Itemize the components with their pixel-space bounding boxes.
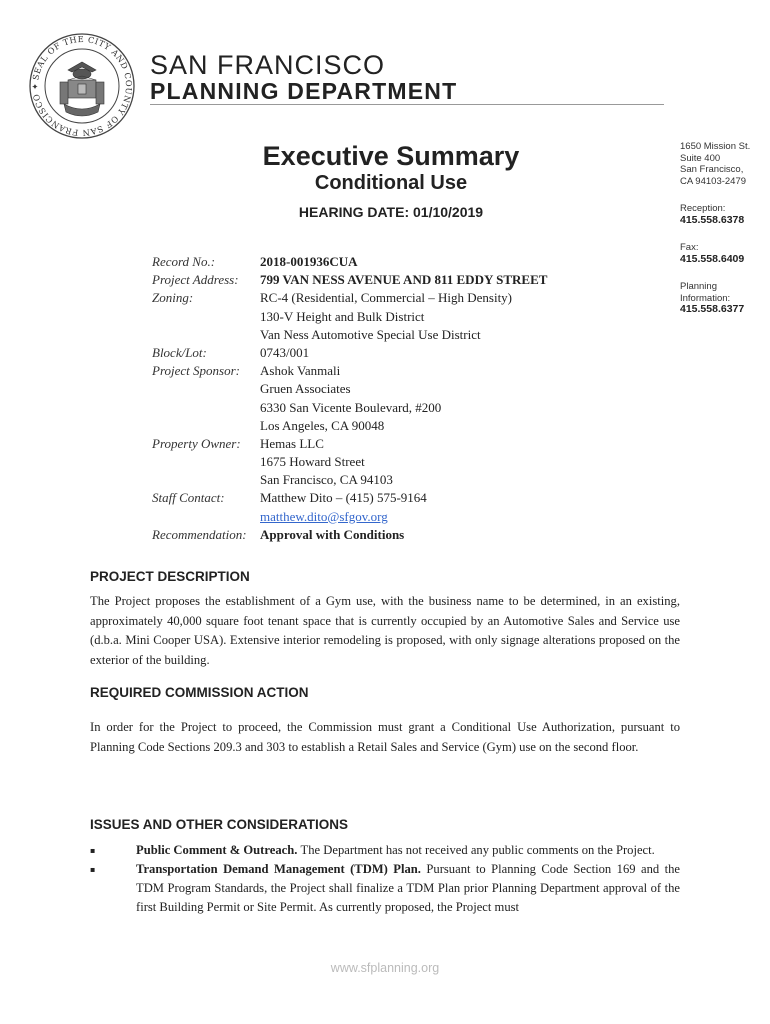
sidebar-address [680,141,750,187]
block-lot-value: 0743/001 [260,344,310,360]
address-line: CA 94103-2479 [680,175,747,187]
planning-label: Planning [680,281,717,292]
sponsor-label: Project Sponsor: [152,363,240,379]
document-title: Executive Summary [262,141,520,171]
org-name-line2: PLANNING DEPARTMENT [150,78,458,104]
commission-action-heading: REQUIRED COMMISSION ACTION [90,685,309,700]
sidebar-reception [680,203,744,226]
record-number: 2018-001936CUA [260,254,358,269]
hearing-date: HEARING DATE: 01/10/2019 [298,204,484,220]
recommendation-label: Recommendation: [152,526,247,542]
zoning-value: Van Ness Automotive Special Use District [260,326,481,342]
list-item [90,860,680,917]
staff-contact: Matthew Dito – (415) 575-9164 [260,490,427,506]
reception-number: 415.558.6378 [680,213,745,226]
bullet-text: The Department has not received any public comments on the Project. [300,843,655,857]
block-label: Block/Lot: [152,344,207,360]
record-label: Record No.: [152,254,216,269]
zoning-value: RC-4 (Residential, Commercial – High Density) [260,290,513,306]
zoning-label: Zoning: [152,290,194,306]
project-description-heading: PROJECT DESCRIPTION [90,569,250,584]
fax-label: Fax: [680,242,699,253]
bullet-text: Pursuant to Planning Code Section 169 and the TDM Program Standards, the Project shall finalize a TDM Plan prior Planning Department approval of the first Building Permit or Site Permit. As currently proposed, the Project must [136,862,680,914]
address-line: Suite 400 [680,152,721,164]
org-name-line1: SAN FRANCISCO [150,50,386,80]
owner-value: 1675 Howard Street [260,454,365,470]
city-seal-logo [28,32,136,140]
staff-email-link[interactable]: matthew.dito@sfgov.org [260,508,388,524]
sidebar-planning-info [680,281,744,316]
svg-text:SEAL OF THE CITY AND COUNTY OF: SEAL OF THE CITY AND COUNTY OF SAN FRANCISCO ✦ [29,33,135,139]
owner-label: Property Owner: [152,435,241,451]
owner-value: San Francisco, CA 94103 [260,472,393,488]
address-line: San Francisco, [680,164,744,175]
footer-url: www.sfplanning.org [330,961,440,975]
sponsor-value: Gruen Associates [260,381,351,397]
planning-number: 415.558.6377 [680,303,745,315]
document-subtitle: Conditional Use [314,172,468,194]
bullet-title: Transportation Demand Management (TDM) Plan. [136,862,427,876]
list-item [90,841,680,860]
owner-value: Hemas LLC [260,435,324,451]
issues-list [90,841,680,917]
bullet-icon: ▪ [90,846,96,855]
sponsor-value: Los Angeles, CA 90048 [260,417,385,433]
sidebar-fax [680,242,744,265]
bullet-icon: ▪ [90,865,96,874]
address-line: 1650 Mission St. [680,141,751,152]
recommendation-value: Approval with Conditions [260,526,405,542]
sponsor-value: Ashok Vanmali [260,363,341,379]
sponsor-value: 6330 San Vicente Boulevard, #200 [260,399,442,415]
planning-label: Information: [680,292,731,304]
header-divider [150,104,664,105]
project-address: 799 VAN NESS AVENUE AND 811 EDDY STREET [260,272,548,288]
project-description-text: The Project proposes the establishment of a Gym use, with the business name to be determined, in an existing, approximately 40,000 square foot tenant space that is currently occupied by an Automotive Sales and Service use (d.b.a. Mini Cooper USA). Extensive interior remodeling is proposed, with only signage alterations proposed on the exterior of the building. [90,594,680,667]
commission-action-text: In order for the Project to proceed, the Commission must grant a Conditional Use Authorization, pursuant to Planning Code Sections 209.3 and 303 to establish a Retail Sales and Service (Gym) use on the second floor. [90,720,680,754]
zoning-value: 130-V Height and Bulk District [260,308,425,324]
bullet-title: Public Comment & Outreach. [136,843,301,857]
reception-label: Reception: [680,203,726,214]
address-label: Project Address: [152,272,239,288]
fax-number: 415.558.6409 [680,252,745,265]
issues-heading: ISSUES AND OTHER CONSIDERATIONS [90,817,349,832]
staff-label: Staff Contact: [152,490,225,506]
